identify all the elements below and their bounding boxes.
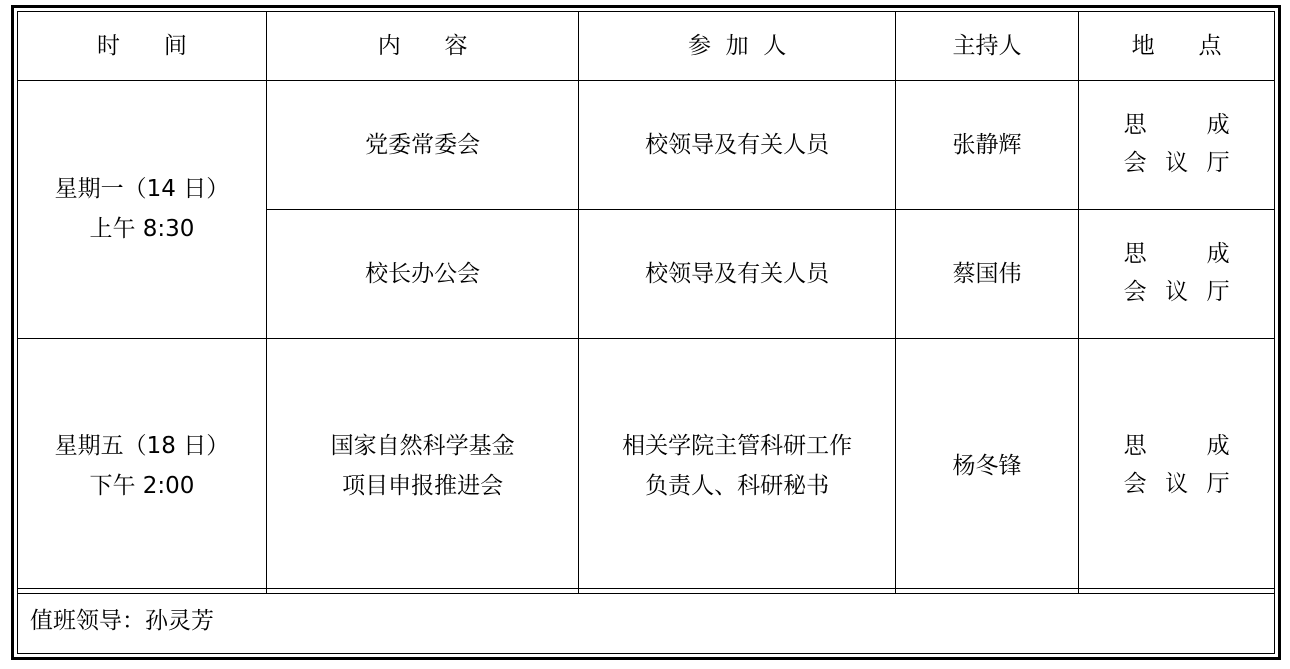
content-cell: 校长办公会 bbox=[266, 209, 578, 338]
location-cell bbox=[1079, 209, 1274, 338]
location-line-1: 思 成 bbox=[1123, 433, 1230, 459]
table-row bbox=[18, 338, 1274, 593]
location-line-1: 思 成 bbox=[1123, 112, 1230, 138]
location-line-1: 思 成 bbox=[1123, 241, 1230, 267]
participants-cell: 校领导及有关人员 bbox=[579, 80, 896, 209]
location-line-2: 会 议 厅 bbox=[1123, 279, 1230, 305]
time-line-2: 下午 2:00 bbox=[89, 472, 195, 499]
time-line-2: 上午 8:30 bbox=[89, 216, 195, 242]
header-row bbox=[18, 12, 1274, 80]
table-row bbox=[18, 80, 1274, 209]
participants-cell: 校领导及有关人员 bbox=[579, 209, 896, 338]
header-participants: 参 加 人 bbox=[579, 12, 896, 80]
header-content: 内 容 bbox=[266, 12, 578, 80]
participants-line-1: 相关学院主管科研工作 bbox=[622, 432, 853, 459]
content-line-2: 项目申报推进会 bbox=[342, 472, 504, 499]
schedule-table-container bbox=[17, 11, 1275, 654]
location-cell bbox=[1079, 80, 1274, 209]
content-line-1: 国家自然科学基金 bbox=[330, 432, 515, 459]
host-cell: 张静辉 bbox=[895, 80, 1078, 209]
content-cell bbox=[266, 338, 578, 593]
header-time: 时 间 bbox=[18, 12, 266, 80]
location-line-2: 会 议 厅 bbox=[1123, 471, 1230, 497]
location-cell bbox=[1079, 338, 1274, 593]
participants-line-2: 负责人、科研秘书 bbox=[645, 472, 830, 499]
participants-cell bbox=[579, 338, 896, 593]
time-cell bbox=[18, 338, 266, 593]
content-cell: 党委常委会 bbox=[266, 80, 578, 209]
duty-leader-footer: 值班领导：孙灵芳 bbox=[18, 588, 1274, 653]
header-host: 主持人 bbox=[895, 12, 1078, 80]
schedule-frame bbox=[11, 5, 1281, 660]
header-location: 地 点 bbox=[1079, 12, 1274, 80]
time-cell bbox=[18, 80, 266, 338]
host-cell: 杨冬锋 bbox=[895, 338, 1078, 593]
location-line-2: 会 议 厅 bbox=[1123, 150, 1230, 176]
host-cell: 蔡国伟 bbox=[895, 209, 1078, 338]
time-line-1: 星期五（18 日） bbox=[54, 432, 230, 459]
schedule-table bbox=[18, 12, 1274, 594]
time-line-1: 星期一（14 日） bbox=[54, 176, 230, 202]
